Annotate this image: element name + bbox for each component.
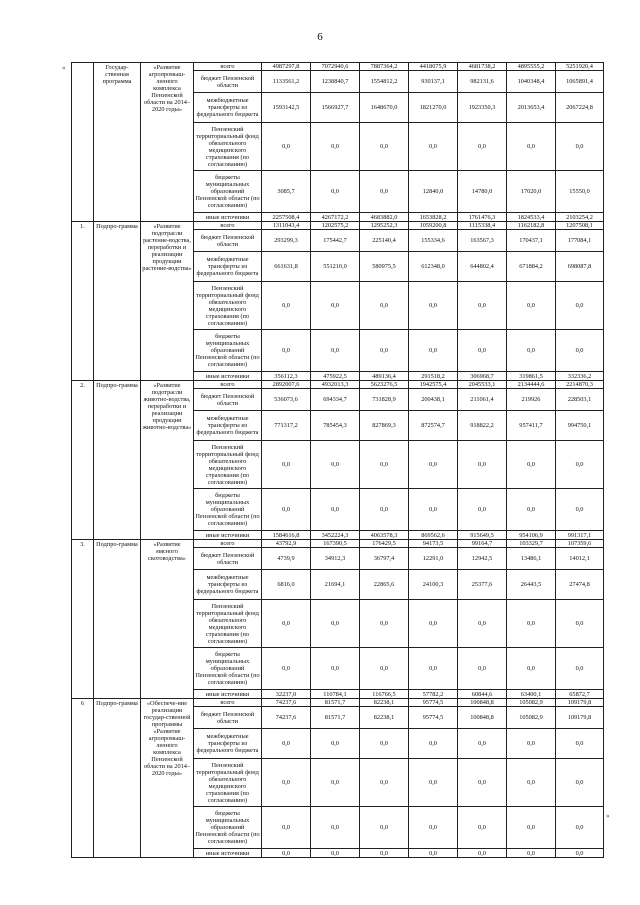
- funding-source: межбюджетные трансферты из федерального бюджета: [194, 252, 262, 282]
- funding-value: 1207508,1: [556, 222, 604, 230]
- table-row: [72, 699, 604, 707]
- funding-value: 5251920,4: [556, 63, 604, 71]
- funding-value: 7887364,2: [360, 63, 409, 71]
- funding-value: 0,0: [409, 648, 458, 690]
- funding-source: межбюджетные трансферты из федерального бюджета: [194, 411, 262, 441]
- funding-value: 103329,7: [507, 540, 556, 548]
- funding-value: 211061,4: [458, 389, 507, 411]
- funding-value: 1059200,8: [409, 222, 458, 230]
- funding-value: 170437,1: [507, 230, 556, 252]
- funding-value: 1824533,4: [507, 213, 556, 222]
- funding-source: бюджеты муниципальных образований Пензенской области (по согласованию): [194, 171, 262, 213]
- funding-value: 0,0: [360, 330, 409, 372]
- funding-source: бюджеты муниципальных образований Пензенской области (по согласованию): [194, 807, 262, 849]
- funding-value: 0,0: [507, 759, 556, 807]
- funding-value: 5623276,5: [360, 381, 409, 389]
- funding-value: 915649,5: [458, 531, 507, 540]
- funding-value: 994750,1: [556, 411, 604, 441]
- funding-value: 0,0: [311, 807, 360, 849]
- funding-value: 0,0: [556, 123, 604, 171]
- funding-table: [71, 62, 603, 858]
- funding-value: 918822,2: [458, 411, 507, 441]
- funding-value: 0,0: [311, 123, 360, 171]
- funding-value: 319861,5: [507, 372, 556, 381]
- funding-value: 2067224,8: [556, 93, 604, 123]
- funding-value: 0,0: [360, 849, 409, 858]
- funding-value: 109179,8: [556, 699, 604, 707]
- funding-value: 551210,0: [311, 252, 360, 282]
- funding-value: 0,0: [262, 600, 311, 648]
- funding-value: 0,0: [360, 441, 409, 489]
- funding-value: 1065891,4: [556, 71, 604, 93]
- funding-value: 0,0: [409, 600, 458, 648]
- funding-source: иные источники: [194, 372, 262, 381]
- funding-value: 1923350,3: [458, 93, 507, 123]
- funding-value: 827869,3: [360, 411, 409, 441]
- funding-source: бюджеты муниципальных образований Пензенской области (по согласованию): [194, 489, 262, 531]
- program-type: Подпро-грамма: [94, 699, 141, 858]
- funding-value: 0,0: [360, 807, 409, 849]
- funding-value: 81571,7: [311, 699, 360, 707]
- funding-value: 644802,4: [458, 252, 507, 282]
- funding-value: 57782,2: [409, 690, 458, 699]
- funding-value: 155334,6: [409, 230, 458, 252]
- funding-value: 99164,7: [458, 540, 507, 548]
- funding-value: 109179,8: [556, 707, 604, 729]
- funding-value: 0,0: [262, 282, 311, 330]
- funding-value: 475922,5: [311, 372, 360, 381]
- funding-source: бюджет Пензенской области: [194, 548, 262, 570]
- funding-value: 0,0: [458, 729, 507, 759]
- funding-value: 74237,6: [262, 707, 311, 729]
- funding-value: 0,0: [262, 441, 311, 489]
- funding-value: 0,0: [556, 648, 604, 690]
- funding-source: всего: [194, 699, 262, 707]
- funding-value: 356112,3: [262, 372, 311, 381]
- funding-value: 0,0: [409, 282, 458, 330]
- funding-value: 1761476,3: [458, 213, 507, 222]
- funding-value: 0,0: [311, 648, 360, 690]
- funding-value: 4418075,9: [409, 63, 458, 71]
- funding-value: 177084,1: [556, 230, 604, 252]
- funding-value: 32237,0: [262, 690, 311, 699]
- funding-value: 60844,6: [458, 690, 507, 699]
- funding-value: 0,0: [262, 648, 311, 690]
- funding-value: 36797,4: [360, 548, 409, 570]
- funding-value: 0,0: [507, 489, 556, 531]
- funding-value: 14012,1: [556, 548, 604, 570]
- funding-value: 167390,5: [311, 540, 360, 548]
- table-body: [72, 63, 604, 858]
- funding-value: 0,0: [360, 648, 409, 690]
- left-margin-mark: «: [62, 64, 66, 72]
- funding-value: 0,0: [409, 330, 458, 372]
- funding-value: 0,0: [311, 441, 360, 489]
- funding-source: бюджет Пензенской области: [194, 71, 262, 93]
- funding-value: 0,0: [409, 123, 458, 171]
- funding-value: 0,0: [262, 123, 311, 171]
- funding-source: иные источники: [194, 531, 262, 540]
- funding-value: 0,0: [556, 807, 604, 849]
- row-number: 6: [72, 699, 94, 858]
- row-number: 2.: [72, 381, 94, 540]
- funding-value: 536073,6: [262, 389, 311, 411]
- funding-value: 1821270,0: [409, 93, 458, 123]
- funding-value: 2214870,3: [556, 381, 604, 389]
- funding-value: 694334,7: [311, 389, 360, 411]
- table-row: [72, 63, 604, 71]
- funding-value: 0,0: [507, 729, 556, 759]
- table-row: [72, 222, 604, 230]
- funding-value: 25377,6: [458, 570, 507, 600]
- funding-value: 0,0: [556, 759, 604, 807]
- funding-value: 0,0: [458, 600, 507, 648]
- program-type: Подпро-грамма: [94, 540, 141, 699]
- funding-source: Пензенский территориальный фонд обязательного медицинского страхования (по согласованию): [194, 123, 262, 171]
- funding-value: 74237,6: [262, 699, 311, 707]
- funding-source: Пензенский территориальный фонд обязательного медицинского страхования (по согласованию): [194, 600, 262, 648]
- funding-value: 2134444,6: [507, 381, 556, 389]
- funding-value: 176429,5: [360, 540, 409, 548]
- funding-value: 0,0: [311, 171, 360, 213]
- funding-value: 0,0: [262, 849, 311, 858]
- funding-value: 0,0: [311, 489, 360, 531]
- funding-value: 0,0: [311, 849, 360, 858]
- program-name: «Развитие подотрасли животно-водства, переработки и реализации продукции животно-водства»: [141, 381, 194, 540]
- funding-source: Пензенский территориальный фонд обязательного медицинского страхования (по согласованию): [194, 759, 262, 807]
- funding-value: 63400,1: [507, 690, 556, 699]
- funding-value: 0,0: [360, 171, 409, 213]
- funding-value: 612348,0: [409, 252, 458, 282]
- funding-value: 2257508,4: [262, 213, 311, 222]
- funding-value: 0,0: [409, 759, 458, 807]
- funding-value: 0,0: [458, 441, 507, 489]
- funding-value: 957411,7: [507, 411, 556, 441]
- funding-value: 0,0: [409, 489, 458, 531]
- funding-source: всего: [194, 381, 262, 389]
- funding-value: 21694,1: [311, 570, 360, 600]
- funding-value: 0,0: [458, 330, 507, 372]
- funding-value: 785454,3: [311, 411, 360, 441]
- funding-value: 1648670,0: [360, 93, 409, 123]
- funding-source: межбюджетные трансферты из федерального бюджета: [194, 570, 262, 600]
- funding-value: 0,0: [360, 489, 409, 531]
- funding-value: 0,0: [556, 600, 604, 648]
- funding-value: 2013653,4: [507, 93, 556, 123]
- funding-value: 3085,7: [262, 171, 311, 213]
- funding-value: 0,0: [556, 441, 604, 489]
- funding-value: 26443,5: [507, 570, 556, 600]
- funding-source: бюджеты муниципальных образований Пензенской области (по согласованию): [194, 648, 262, 690]
- funding-value: 0,0: [556, 849, 604, 858]
- funding-value: 0,0: [311, 330, 360, 372]
- funding-source: Пензенский территориальный фонд обязательного медицинского страхования (по согласованию): [194, 282, 262, 330]
- funding-value: 228503,1: [556, 389, 604, 411]
- funding-source: бюджет Пензенской области: [194, 389, 262, 411]
- funding-source: межбюджетные трансферты из федерального бюджета: [194, 729, 262, 759]
- funding-value: 0,0: [360, 729, 409, 759]
- funding-source: всего: [194, 222, 262, 230]
- funding-value: 0,0: [507, 849, 556, 858]
- funding-value: 219926: [507, 389, 556, 411]
- funding-value: 332336,2: [556, 372, 604, 381]
- funding-value: 0,0: [458, 282, 507, 330]
- funding-value: 13486,1: [507, 548, 556, 570]
- funding-source: межбюджетные трансферты из федерального бюджета: [194, 93, 262, 123]
- funding-value: 100848,8: [458, 699, 507, 707]
- funding-value: 0,0: [409, 441, 458, 489]
- funding-value: 0,0: [360, 123, 409, 171]
- funding-value: 0,0: [409, 849, 458, 858]
- funding-value: 116766,5: [360, 690, 409, 699]
- program-type: Подпро-грамма: [94, 381, 141, 540]
- funding-value: 65872,7: [556, 690, 604, 699]
- funding-value: 4681738,2: [458, 63, 507, 71]
- right-margin-mark: »: [606, 812, 610, 820]
- funding-value: 869562,6: [409, 531, 458, 540]
- funding-value: 0,0: [507, 123, 556, 171]
- funding-value: 95774,5: [409, 707, 458, 729]
- funding-value: 954106,9: [507, 531, 556, 540]
- funding-value: 107359,6: [556, 540, 604, 548]
- program-type: Подпро-грамма: [94, 222, 141, 381]
- funding-value: 4932013,3: [311, 381, 360, 389]
- funding-value: 0,0: [556, 489, 604, 531]
- funding-value: 1942575,4: [409, 381, 458, 389]
- funding-value: 0,0: [360, 759, 409, 807]
- funding-value: 27474,8: [556, 570, 604, 600]
- funding-value: 0,0: [507, 807, 556, 849]
- funding-value: 1115338,4: [458, 222, 507, 230]
- funding-value: 2103254,2: [556, 213, 604, 222]
- funding-value: 22865,6: [360, 570, 409, 600]
- funding-value: 1653828,2: [409, 213, 458, 222]
- funding-value: 930137,1: [409, 71, 458, 93]
- funding-value: 14780,0: [458, 171, 507, 213]
- funding-value: 991317,1: [556, 531, 604, 540]
- funding-value: 4895555,2: [507, 63, 556, 71]
- funding-value: 1311043,4: [262, 222, 311, 230]
- funding-value: 1554812,2: [360, 71, 409, 93]
- funding-value: 4739,9: [262, 548, 311, 570]
- funding-value: 0,0: [458, 759, 507, 807]
- funding-value: 1593142,5: [262, 93, 311, 123]
- funding-source: всего: [194, 63, 262, 71]
- program-name: «Развитие агропромыш-ленного комплекса Пензенской области на 2014–2020 годы»: [141, 63, 194, 222]
- funding-value: 1566927,7: [311, 93, 360, 123]
- funding-value: 0,0: [458, 648, 507, 690]
- funding-source: бюджет Пензенской области: [194, 707, 262, 729]
- funding-value: 306968,7: [458, 372, 507, 381]
- table-row: [72, 540, 604, 548]
- funding-value: 0,0: [311, 759, 360, 807]
- funding-value: 0,0: [507, 648, 556, 690]
- funding-value: 0,0: [262, 759, 311, 807]
- funding-source: бюджеты муниципальных образований Пензенской области (по согласованию): [194, 330, 262, 372]
- funding-value: 293299,3: [262, 230, 311, 252]
- funding-value: 175442,7: [311, 230, 360, 252]
- funding-value: 0,0: [507, 330, 556, 372]
- funding-value: 4683882,0: [360, 213, 409, 222]
- funding-value: 671884,2: [507, 252, 556, 282]
- funding-value: 731828,9: [360, 389, 409, 411]
- funding-value: 105082,9: [507, 699, 556, 707]
- funding-value: 81571,7: [311, 707, 360, 729]
- funding-value: 4063578,3: [360, 531, 409, 540]
- funding-value: 0,0: [507, 282, 556, 330]
- funding-value: 0,0: [458, 807, 507, 849]
- row-number: 1.: [72, 222, 94, 381]
- funding-value: 24100,3: [409, 570, 458, 600]
- funding-value: 0,0: [556, 282, 604, 330]
- funding-value: 982131,6: [458, 71, 507, 93]
- funding-value: 1133561,2: [262, 71, 311, 93]
- funding-value: 0,0: [556, 729, 604, 759]
- funding-value: 580975,5: [360, 252, 409, 282]
- funding-value: 2892007,6: [262, 381, 311, 389]
- funding-value: 872574,7: [409, 411, 458, 441]
- funding-value: 0,0: [458, 489, 507, 531]
- funding-value: 0,0: [311, 729, 360, 759]
- funding-value: 95774,5: [409, 699, 458, 707]
- funding-value: 489136,4: [360, 372, 409, 381]
- program-name: «Обеспече-ние реализации государ-ственной программы «Развитие агропромыш-ленного комплекса Пензенской области на 2014–2020 годы»: [141, 699, 194, 858]
- funding-value: 0,0: [507, 441, 556, 489]
- funding-value: 1202575,2: [311, 222, 360, 230]
- funding-value: 1584616,8: [262, 531, 311, 540]
- funding-value: 163567,3: [458, 230, 507, 252]
- funding-value: 0,0: [311, 600, 360, 648]
- program-name: «Развитие подотрасли растение-водства, переработки и реализации продукции растение-водства»: [141, 222, 194, 381]
- funding-value: 110784,1: [311, 690, 360, 699]
- funding-value: 12291,0: [409, 548, 458, 570]
- funding-value: 1238840,7: [311, 71, 360, 93]
- page-number: 6: [317, 31, 323, 43]
- funding-source: иные источники: [194, 690, 262, 699]
- funding-value: 15550,0: [556, 171, 604, 213]
- funding-value: 0,0: [409, 729, 458, 759]
- funding-value: 1040348,4: [507, 71, 556, 93]
- funding-value: 105082,9: [507, 707, 556, 729]
- funding-value: 7072940,6: [311, 63, 360, 71]
- row-number: [72, 63, 94, 222]
- funding-value: 100848,8: [458, 707, 507, 729]
- funding-source: всего: [194, 540, 262, 548]
- program-type: Государ-ственная программа: [94, 63, 141, 222]
- funding-value: 82238,1: [360, 707, 409, 729]
- funding-value: 0,0: [360, 600, 409, 648]
- funding-value: 0,0: [262, 729, 311, 759]
- funding-value: 2045533,1: [458, 381, 507, 389]
- program-name: «Развитие мясного скотоводства»: [141, 540, 194, 699]
- funding-value: 0,0: [556, 330, 604, 372]
- funding-value: 0,0: [458, 849, 507, 858]
- funding-value: 0,0: [311, 282, 360, 330]
- funding-value: 17020,0: [507, 171, 556, 213]
- funding-value: 4987297,8: [262, 63, 311, 71]
- funding-source: бюджет Пензенской области: [194, 230, 262, 252]
- funding-source: иные источники: [194, 849, 262, 858]
- funding-value: 12942,5: [458, 548, 507, 570]
- funding-value: 43792,9: [262, 540, 311, 548]
- funding-value: 0,0: [458, 123, 507, 171]
- funding-value: 12840,0: [409, 171, 458, 213]
- funding-value: 34912,3: [311, 548, 360, 570]
- funding-value: 0,0: [507, 600, 556, 648]
- funding-value: 0,0: [409, 807, 458, 849]
- table-row: [72, 381, 604, 389]
- funding-value: 0,0: [360, 282, 409, 330]
- funding-source: Пензенский территориальный фонд обязательного медицинского страхования (по согласованию): [194, 441, 262, 489]
- funding-value: 0,0: [262, 489, 311, 531]
- funding-value: 0,0: [262, 807, 311, 849]
- funding-value: 771317,2: [262, 411, 311, 441]
- row-number: 3.: [72, 540, 94, 699]
- funding-value: 200438,1: [409, 389, 458, 411]
- funding-value: 6816,0: [262, 570, 311, 600]
- funding-source: иные источники: [194, 213, 262, 222]
- funding-value: 82238,1: [360, 699, 409, 707]
- funding-value: 4267172,2: [311, 213, 360, 222]
- funding-value: 1162182,8: [507, 222, 556, 230]
- funding-value: 291518,2: [409, 372, 458, 381]
- funding-value: 94173,5: [409, 540, 458, 548]
- funding-value: 661631,8: [262, 252, 311, 282]
- funding-value: 3452224,3: [311, 531, 360, 540]
- funding-value: 698087,8: [556, 252, 604, 282]
- funding-value: 0,0: [262, 330, 311, 372]
- funding-value: 225140,4: [360, 230, 409, 252]
- funding-value: 1295252,3: [360, 222, 409, 230]
